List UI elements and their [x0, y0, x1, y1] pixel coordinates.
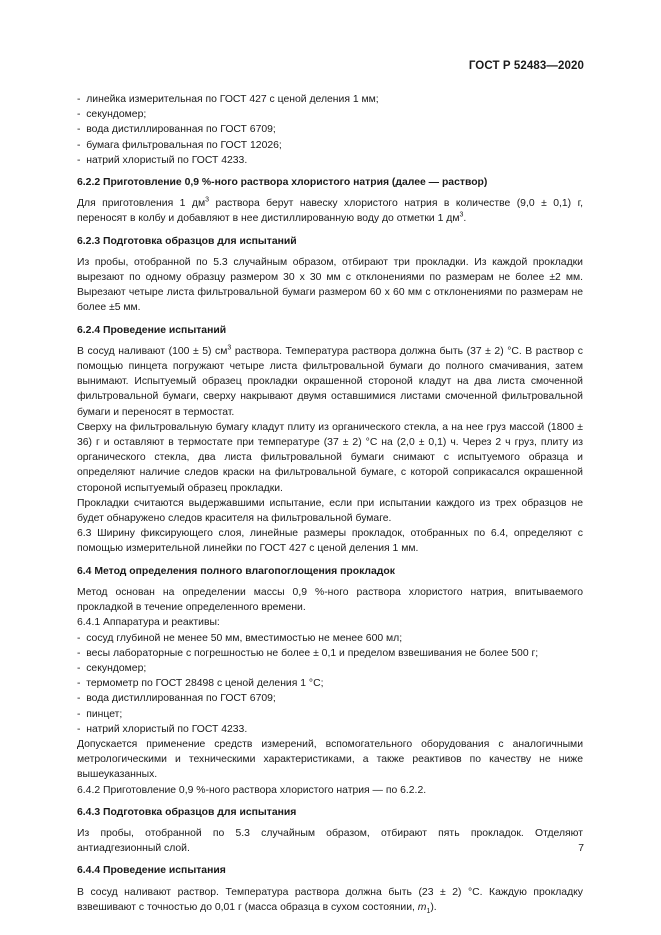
- list-item: - вода дистиллированная по ГОСТ 6709;: [77, 124, 276, 136]
- list-item: - секундомер;: [77, 662, 147, 674]
- paragraph-6-4-2: 6.4.2 Приготовление 0,9 %-ного раствора хлористого натрия — по 6.2.2.: [77, 784, 427, 796]
- dash-icon: -: [77, 723, 87, 735]
- paragraph: Метод основан на определении массы 0,9 %-ного раствора хлористого натрия, впитываемого прокладкой в течение определенного времени.: [77, 586, 583, 614]
- section-heading-6-4-4: 6.4.4 Проведение испытания: [77, 865, 226, 877]
- paragraph: Для приготовления 1 $дм^3$ раствора берут навеску хлористого натрия в количестве (9,0 ± 0,1) г, переносят в колбу и добавляют в нее дистиллированную воду до отметки 1 $дм^3$.: [77, 196, 583, 225]
- dash-icon: -: [77, 693, 87, 705]
- list-item: - бумага фильтровальная по ГОСТ 12026;: [77, 139, 282, 151]
- paragraph: В сосуд наливают (100 ± 5) $см^3$ раствора. Температура раствора должна быть (37 ± 2) °С. В раствор с помощью пинцета погружают четыре листа фильтровальной бумаги до полного смачивания, затем вынимают. Испытуемый образец прокладки окрашенной стороной кладут на два листа смоченной фильтровальной бумаги, сверху накрывают двумя оставшимися листами смоченной фильтровальной бумаги и переносят в термостат.: [77, 344, 583, 418]
- dash-icon: -: [77, 154, 87, 166]
- paragraph: Допускается применение средств измерений, вспомогательного оборудования с аналогичными метрологическими и техническими характеристиками, а также реактивов по качеству не ниже вышеуказанных.: [77, 738, 583, 781]
- list-item: - вода дистиллированная по ГОСТ 6709;: [77, 693, 276, 705]
- paragraph: Сверху на фильтровальную бумагу кладут плиту из органического стекла, а на нее груз массой (1800 ± 36) г и оставляют в термостате при температуре (37 ± 2) °С на (2,0 ± 0,1) ч. Через 2 ч груз, плиту из органического стекла, два листа фильтровальной бумаги снимают с испытуемого образца и определяют наличие следов краски на фильтровальной бумаге, с которой соприкасался окрашенной стороной испытуемый образец прокладки.: [77, 421, 583, 494]
- paragraph: Из пробы, отобранной по 5.3 случайным образом, отбирают пять прокладок. Отделяют антиадгезионный слой.: [77, 827, 583, 855]
- section-heading-6-4: 6.4 Метод определения полного влагопоглощения прокладок: [77, 565, 395, 577]
- dash-icon: -: [77, 647, 87, 659]
- list-item: - весы лабораторные с погрешностью не более ± 0,1 и пределом взвешивания не более 500 г;: [77, 647, 539, 659]
- dash-icon: -: [77, 124, 87, 136]
- list-item: - натрий хлористый по ГОСТ 4233.: [77, 723, 248, 735]
- dash-icon: -: [77, 94, 87, 105]
- list-item: - пинцет;: [77, 708, 123, 720]
- document-code: ГОСТ Р 52483—2020: [468, 60, 584, 72]
- list-item: - сосуд глубиной не менее 50 мм, вместимостью не менее 600 мл;: [77, 632, 403, 644]
- section-heading-6-4-3: 6.4.3 Подготовка образцов для испытания: [77, 806, 297, 818]
- list-item: - термометр по ГОСТ 28498 с ценой деления 1 °С;: [77, 678, 324, 690]
- list-item: - натрий хлористый по ГОСТ 4233.: [77, 154, 248, 166]
- apparatus-list: [77, 631, 583, 737]
- list-item: - секундомер;: [77, 109, 147, 121]
- dash-icon: -: [77, 139, 87, 151]
- paragraph: Прокладки считаются выдержавшими испытание, если при испытании каждого из трех образцов не будет обнаружено следов красителя на фильтровальной бумаге.: [77, 497, 583, 525]
- list-item: - линейка измерительная по ГОСТ 427 с ценой деления 1 мм;: [77, 94, 379, 105]
- dash-icon: -: [77, 708, 87, 720]
- page-number: 7: [578, 843, 584, 854]
- page-content: [77, 92, 583, 915]
- paragraph: В сосуд наливают раствор. Температура раствора должна быть (23 ± 2) °С. Каждую прокладку взвешивают с точностью до 0,01 г (масса образца в сухом состоянии, $m_1$).: [77, 886, 583, 915]
- section-heading-6-2-3: 6.2.3 Подготовка образцов для испытаний: [77, 235, 297, 247]
- paragraph: Из пробы, отобранной по 5.3 случайным образом, отбирают три прокладки. Из каждой прокладки вырезают по одному образцу размером 30 х 30 мм с отклонениями по размерам не более ±2 мм. Вырезают четыре листа фильтровальной бумаги размером 60 х 60 мм с отклонениями по размерам не более ±5 мм.: [77, 256, 583, 314]
- dash-icon: -: [77, 109, 87, 121]
- section-heading-6-2-2: 6.2.2 Приготовление 0,9 %-ного раствора хлористого натрия (далее — раствор): [77, 177, 488, 189]
- paragraph-6-4-1: 6.4.1 Аппаратура и реактивы:: [77, 617, 220, 629]
- dash-icon: -: [77, 678, 87, 690]
- dash-icon: -: [77, 632, 87, 644]
- section-heading-6-2-4: 6.2.4 Проведение испытаний: [77, 324, 227, 336]
- paragraph-6-3: 6.3 Ширину фиксирующего слоя, линейные размеры прокладок, отобранных по 6.4, определяют с помощью измерительной линейки по ГОСТ 427 с ценой деления 1 мм.: [77, 528, 583, 555]
- dash-icon: -: [77, 662, 87, 674]
- equipment-list: [77, 92, 583, 168]
